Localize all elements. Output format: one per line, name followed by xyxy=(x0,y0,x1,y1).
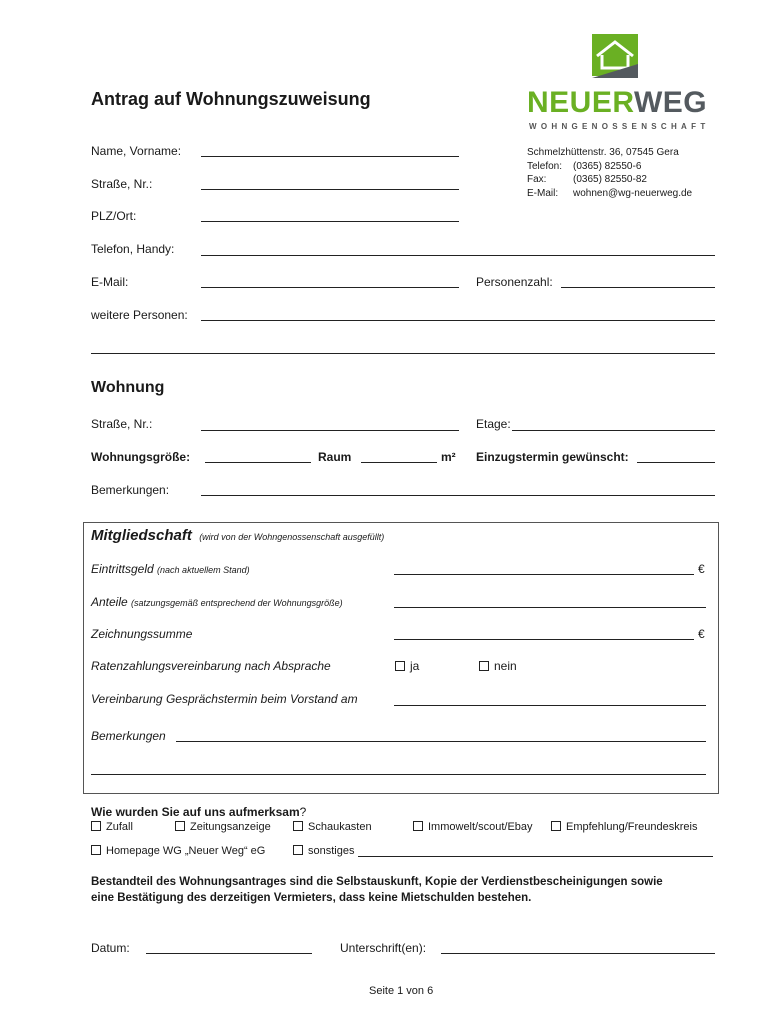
street-field[interactable] xyxy=(201,189,459,190)
membership-heading: Mitgliedschaft xyxy=(91,527,192,544)
phone-field[interactable] xyxy=(201,255,715,256)
source-option-zufall[interactable]: Zufall xyxy=(91,821,133,833)
fax-value: (0365) 82550-82 xyxy=(573,174,647,185)
name-label: Name, Vorname: xyxy=(91,144,182,158)
membership-remarks-line2[interactable] xyxy=(91,774,706,775)
fee-field[interactable] xyxy=(394,574,694,575)
installment-no[interactable]: nein xyxy=(479,659,517,673)
email-value: wohnen@wg-neuerweg.de xyxy=(573,187,693,199)
checkbox-icon[interactable] xyxy=(91,845,101,855)
fee-label: Eintrittsgeld xyxy=(91,562,154,576)
checkbox-icon[interactable] xyxy=(175,821,185,831)
size-field[interactable] xyxy=(205,462,311,463)
floor-field[interactable] xyxy=(512,430,715,431)
phone-label: Telefon: xyxy=(527,160,563,172)
fee-currency: € xyxy=(698,562,705,576)
phone-label: Telefon, Handy: xyxy=(91,242,175,256)
email-field[interactable] xyxy=(201,287,459,288)
notice-line1: Bestandteil des Wohnungsantrages sind die Selbstauskunft, Kopie der Verdienstbescheinigungen sowie xyxy=(91,876,663,888)
membership-remarks-label: Bemerkungen xyxy=(91,729,166,743)
subscription-currency: € xyxy=(698,627,705,641)
checkbox-icon[interactable] xyxy=(413,821,423,831)
signature-label: Unterschrift(en): xyxy=(340,941,427,955)
plz-label: PLZ/Ort: xyxy=(91,209,137,223)
floor-label: Etage: xyxy=(476,417,511,431)
others-field[interactable] xyxy=(201,320,715,321)
apt-street-field[interactable] xyxy=(201,430,459,431)
fax-label: Fax: xyxy=(527,174,547,185)
unit-label: m² xyxy=(441,450,456,464)
meeting-label: Vereinbarung Gesprächstermin beim Vorstand am xyxy=(91,692,358,706)
street-label: Straße, Nr.: xyxy=(91,177,153,191)
apt-remarks-field[interactable] xyxy=(201,495,715,496)
source-question: Wie wurden Sie auf uns aufmerksam? xyxy=(91,805,307,819)
checkbox-icon[interactable] xyxy=(395,661,405,671)
checkbox-icon[interactable] xyxy=(479,661,489,671)
apt-street-label: Straße, Nr.: xyxy=(91,417,153,431)
email-label: E-Mail: xyxy=(527,187,559,199)
source-option-homepage[interactable]: Homepage WG „Neuer Weg“ eG xyxy=(91,845,265,857)
logo-subtitle: WOHNGENOSSENSCHAFT xyxy=(529,122,710,131)
date-field[interactable] xyxy=(146,953,312,954)
shares-note: (satzungsgemäß entsprechend der Wohnungsgröße) xyxy=(131,598,343,608)
source-option-zeitung[interactable]: Zeitungsanzeige xyxy=(175,821,271,833)
movein-field[interactable] xyxy=(637,462,715,463)
fee-row-label xyxy=(91,562,250,576)
shares-field[interactable] xyxy=(394,607,706,608)
page-title: Antrag auf Wohnungszuweisung xyxy=(91,89,371,109)
source-option-immowelt[interactable]: Immowelt/scout/Ebay xyxy=(413,821,533,833)
persons-field[interactable] xyxy=(561,287,715,288)
membership-heading-row xyxy=(91,527,384,544)
company-address xyxy=(527,146,692,200)
installment-yes[interactable]: ja xyxy=(395,659,419,673)
source-option-schaukasten[interactable]: Schaukasten xyxy=(293,821,372,833)
date-label: Datum: xyxy=(91,941,130,955)
source-option-sonstiges[interactable]: sonstiges xyxy=(293,845,354,857)
shares-label: Anteile xyxy=(91,595,128,609)
movein-label: Einzugstermin gewünscht: xyxy=(476,450,629,464)
membership-remarks-field[interactable] xyxy=(176,741,706,742)
size-label: Wohnungsgröße: xyxy=(91,450,191,464)
subscription-field[interactable] xyxy=(394,639,694,640)
notice-line2: eine Bestätigung des derzeitigen Vermieters, dass keine Mietschulden bestehen. xyxy=(91,892,532,904)
shares-row-label xyxy=(91,595,343,609)
membership-note: (wird von der Wohngenossenschaft ausgefüllt) xyxy=(199,532,385,542)
persons-label: Personenzahl: xyxy=(476,275,553,289)
source-option-empfehlung[interactable]: Empfehlung/Freundeskreis xyxy=(551,821,697,833)
installment-label: Ratenzahlungsvereinbarung nach Absprache xyxy=(91,659,331,673)
name-field[interactable] xyxy=(201,156,459,157)
apartment-heading: Wohnung xyxy=(91,379,165,396)
apt-remarks-label: Bemerkungen: xyxy=(91,483,170,497)
sonstiges-field[interactable] xyxy=(358,856,713,857)
email-label: E-Mail: xyxy=(91,275,129,289)
others-label: weitere Personen: xyxy=(91,308,188,322)
checkbox-icon[interactable] xyxy=(293,845,303,855)
room-field[interactable] xyxy=(361,462,437,463)
checkbox-icon[interactable] xyxy=(91,821,101,831)
others-field-line2[interactable] xyxy=(91,353,715,354)
signature-field[interactable] xyxy=(441,953,715,954)
plz-field[interactable] xyxy=(201,221,459,222)
phone-value: (0365) 82550-6 xyxy=(573,160,642,172)
checkbox-icon[interactable] xyxy=(551,821,561,831)
address-street: Schmelzhüttenstr. 36, 07545 Gera xyxy=(527,147,679,158)
subscription-label: Zeichnungssumme xyxy=(91,627,193,641)
meeting-field[interactable] xyxy=(394,705,706,706)
room-label: Raum xyxy=(318,450,352,464)
fee-note: (nach aktuellem Stand) xyxy=(157,565,250,575)
logo-wordmark: NEUERWEG xyxy=(527,86,708,119)
checkbox-icon[interactable] xyxy=(293,821,303,831)
page-number: Seite 1 von 6 xyxy=(369,985,434,997)
house-logo-icon xyxy=(590,34,640,78)
